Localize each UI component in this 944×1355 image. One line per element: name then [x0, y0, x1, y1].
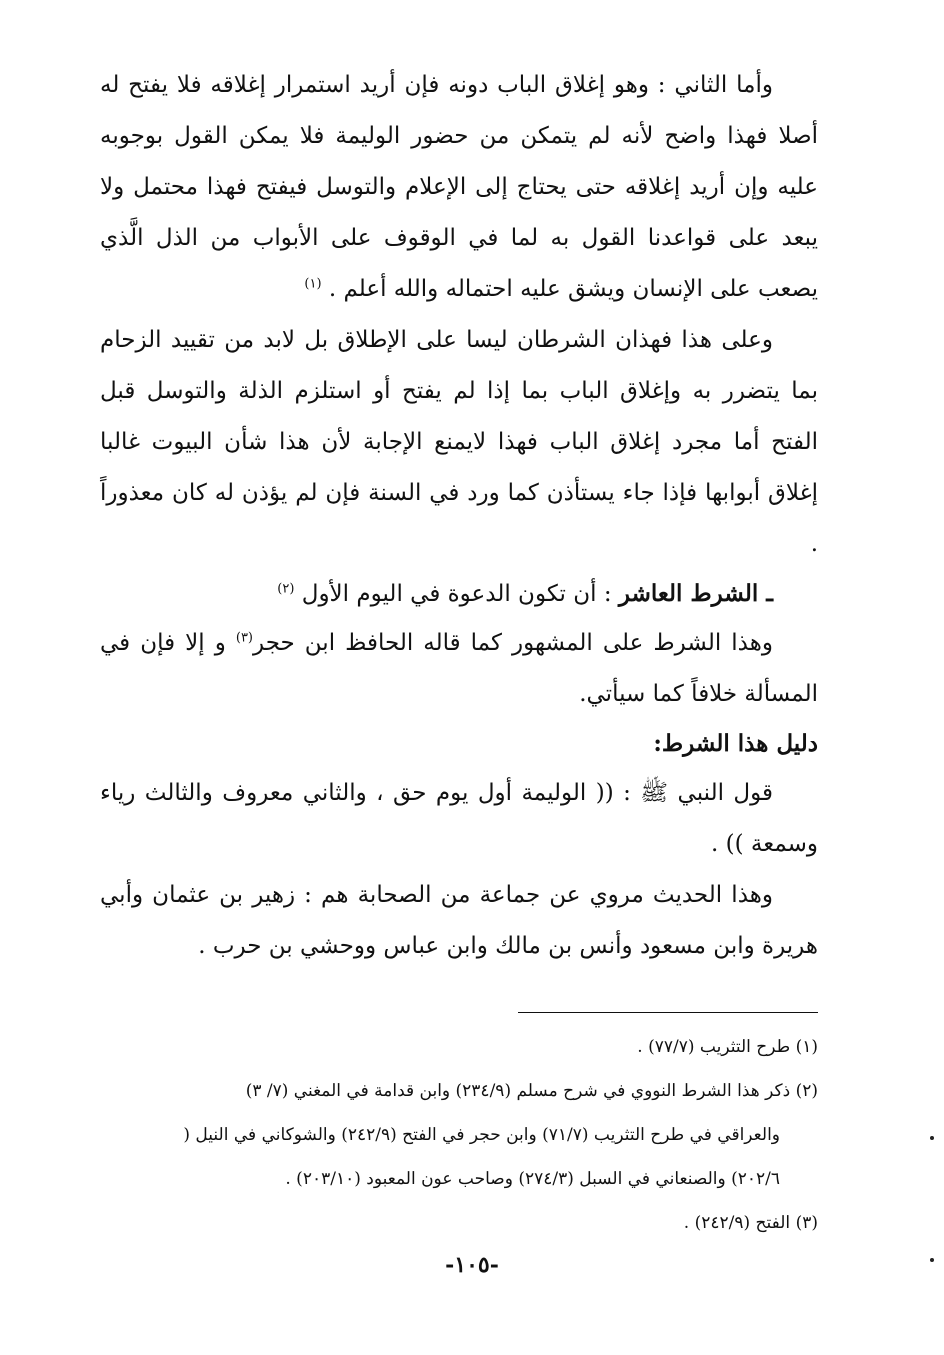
footnote-2-continuation-1: والعراقي في طرح التثريب (٧١/٧) وابن حجر في الفتح (٢٤٢/٩) والشوكاني في النيل ( — [183, 1125, 780, 1145]
paragraph-3-part-1: وهذا الشرط على المشهور كما قاله الحافظ ابن حجر — [253, 630, 773, 656]
footnote-3-number: (٣) — [795, 1213, 818, 1233]
condition-heading — [100, 570, 818, 618]
footnote-1 — [95, 1025, 818, 1069]
footnote-2-text: ذكر هذا الشرط النووي في شرح مسلم (٢٣٤/٩) وابن قدامة في المغني (٧/ ٣) — [245, 1081, 791, 1101]
evidence-heading: دليل هذا الشرط: — [653, 730, 818, 757]
paragraph-3 — [100, 618, 818, 720]
footnote-2-number: (٢) — [795, 1081, 818, 1101]
scan-speck — [930, 1258, 934, 1262]
paragraph-1 — [100, 60, 818, 315]
paragraph-3-part-2: و إلا فإن في المسألة خلافاً كما سيأتي. — [100, 630, 818, 707]
narrators-paragraph: وهذا الحديث مروي عن جماعة من الصحابة هم : زهير بن عثمان وأبي هريرة وابن مسعود وأنس بن مالك وابن عباس ووحشي بن حرب . — [100, 882, 818, 959]
footnote-separator — [518, 1012, 818, 1013]
page-number: -١٠٥- — [445, 1252, 499, 1278]
footnote-3 — [95, 1201, 818, 1245]
footnote-marker-3[interactable]: (٣) — [235, 630, 253, 646]
scan-speck — [930, 1136, 934, 1140]
paragraph-2: وعلى هذا فهذان الشرطان ليسا على الإطلاق بل لابد من تقييد الزحام بما يتضرر به وإغلاق الباب بما إذا لم يفتح أو استلزم الذلة والتوسل قبل الفتح أما مجرد إغلاق الباب فهذا لايمنع الإجابة لأن هذا شأن البيوت غالبا إغلاق أبوابها فإذا جاء يستأذن كما ورد في السنة فإن لم يؤذن له كان معذوراً . — [100, 327, 818, 557]
footnote-marker-1[interactable]: (١) — [304, 276, 322, 292]
footnote-1-number: (١) — [795, 1037, 818, 1057]
condition-label: ـ الشرط العاشر — [618, 580, 773, 607]
paragraph-1-text: وأما الثاني : وهو إغلاق الباب دونه فإن أريد استمرار إغلاقه فلا يفتح له أصلا فهذا واضح لأنه لم يتمكن من حضور الوليمة فلا يمكن القول بوجوبه عليه وإن أريد إغلاقه حتى يحتاج إلى الإعلام والتوسل فيفتح فهذا محتمل ولا يبعد على قواعدنا القول به لما في الوقوف على الأبواب من الذل الَّذي يصعب على الإنسان ويشق عليه احتماله والله أعلم . — [100, 72, 818, 302]
footnote-2 — [95, 1069, 818, 1113]
footnote-2-continuation-2: ٢٠٢/٦) والصنعاني في السبل (٢٧٤/٣) وصاحب عون المعبود (٢٠٣/١٠) . — [285, 1169, 780, 1189]
footnote-1-text: طرح التثريب (٧٧/٧) . — [637, 1037, 791, 1057]
footnotes — [95, 1025, 818, 1245]
main-text — [100, 60, 818, 972]
hadith-paragraph: قول النبي ﷺ : (( الوليمة أول يوم حق ، والثاني معروف والثالث رياء وسمعة )) . — [100, 780, 818, 857]
footnote-3-text: الفتح (٢٤٢/٩) . — [683, 1213, 791, 1233]
condition-text: : أن تكون الدعوة في اليوم الأول — [301, 581, 619, 607]
footnote-marker-2[interactable]: (٢) — [277, 581, 295, 597]
